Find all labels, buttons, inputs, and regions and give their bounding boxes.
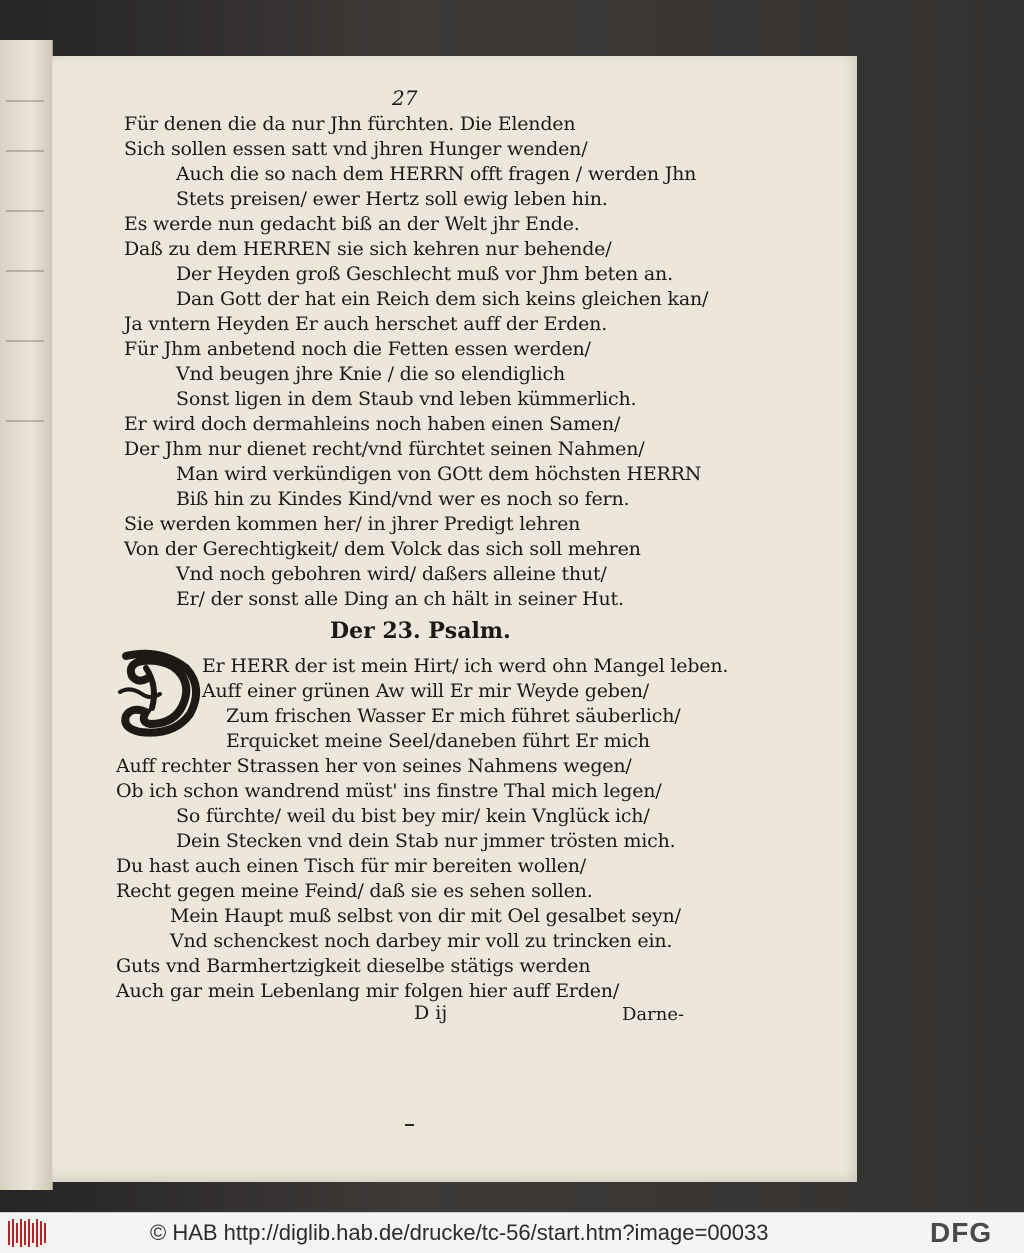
verse-line: Dan Gott der hat ein Reich dem sich keins gleichen kan/: [176, 288, 709, 310]
verse-line: Für denen die da nur Jhn fürchten. Die Elenden: [124, 113, 576, 135]
verse-line: Sonst ligen in dem Staub vnd leben kümmerlich.: [176, 388, 637, 410]
verse-line: Daß zu dem HERREN sie sich kehren nur behende/: [124, 238, 612, 260]
verse-line: Er/ der sonst alle Ding an ch hält in seiner Hut.: [176, 588, 624, 610]
verse-line: Er wird doch dermahleins noch haben einen Samen/: [124, 413, 621, 435]
verse-line: Mein Haupt muß selbst von dir mit Oel gesalbet seyn/: [170, 905, 681, 927]
catchword: Darne-: [622, 1004, 685, 1025]
page-dash: [405, 1124, 414, 1126]
verse-line: Ob ich schon wandrend müst' ins finstre Thal mich legen/: [116, 780, 662, 802]
verse-line: Auch gar mein Lebenlang mir folgen hier auff Erden/: [116, 980, 620, 1002]
verse-line: Biß hin zu Kindes Kind/vnd wer es noch so fern.: [176, 488, 630, 510]
verse-line: Es werde nun gedacht biß an der Welt jhr Ende.: [124, 213, 580, 235]
verse-line: Auff rechter Strassen her von seines Nahmens wegen/: [116, 755, 632, 777]
verse-line: Guts vnd Barmhertzigkeit dieselbe stätigs werden: [116, 955, 591, 977]
verse-line: Auff einer grünen Aw will Er mir Weyde geben/: [202, 680, 649, 702]
verse-line: Von der Gerechtigkeit/ dem Volck das sich soll mehren: [124, 538, 641, 560]
verse-line: Zum frischen Wasser Er mich führet säuberlich/: [226, 705, 681, 727]
book-page: [52, 56, 857, 1182]
verse-line: Erquicket meine Seel/daneben führt Er mich: [226, 730, 650, 752]
verse-line: Vnd beugen jhre Knie / die so elendiglich: [176, 363, 566, 385]
copyright-bar: [0, 1212, 1024, 1253]
verse-line: Vnd schenckest noch darbey mir voll zu trincken ein.: [170, 930, 673, 952]
verse-line: Dein Stecken vnd dein Stab nur jmmer trösten mich.: [176, 830, 676, 852]
verse-line: Auch die so nach dem HERRN offt fragen / werden Jhn: [176, 163, 697, 185]
decorated-initial-d: [116, 646, 204, 738]
verse-line: Ja vntern Heyden Er auch herschet auff der Erden.: [124, 313, 608, 335]
verse-line: So fürchte/ weil du bist bey mir/ kein Vnglück ich/: [176, 805, 650, 827]
verse-line: Er HERR der ist mein Hirt/ ich werd ohn Mangel leben.: [202, 655, 729, 677]
verse-line: Sie werden kommen her/ in jhrer Predigt lehren: [124, 513, 581, 535]
hab-logo-icon: [6, 1217, 48, 1249]
dfg-logo: DFG: [930, 1217, 993, 1248]
verse-line: Recht gegen meine Feind/ daß sie es sehen sollen.: [116, 880, 593, 902]
verse-line: Für Jhm anbetend noch die Fetten essen werden/: [124, 338, 591, 360]
verse-line: Sich sollen essen satt vnd jhren Hunger wenden/: [124, 138, 588, 160]
psalm-heading: Der 23. Psalm.: [330, 618, 511, 644]
verse-line: Stets preisen/ ewer Hertz soll ewig leben hin.: [176, 188, 608, 210]
page-number: 27: [392, 86, 418, 110]
verse-line: Vnd noch gebohren wird/ daßers alleine thut/: [176, 563, 607, 585]
signature-mark: D ij: [414, 1002, 448, 1024]
verse-line: Man wird verkündigen von GOtt dem höchsten HERRN: [176, 463, 702, 485]
verse-line: Der Heyden groß Geschlecht muß vor Jhm beten an.: [176, 263, 673, 285]
verse-line: Du hast auch einen Tisch für mir bereiten wollen/: [116, 855, 586, 877]
previous-page-edge: [0, 40, 53, 1190]
verse-line: Der Jhm nur dienet recht/vnd fürchtet seinen Nahmen/: [124, 438, 645, 460]
copyright-link[interactable]: © HAB http://diglib.hab.de/drucke/tc-56/start.htm?image=00033: [150, 1220, 769, 1245]
